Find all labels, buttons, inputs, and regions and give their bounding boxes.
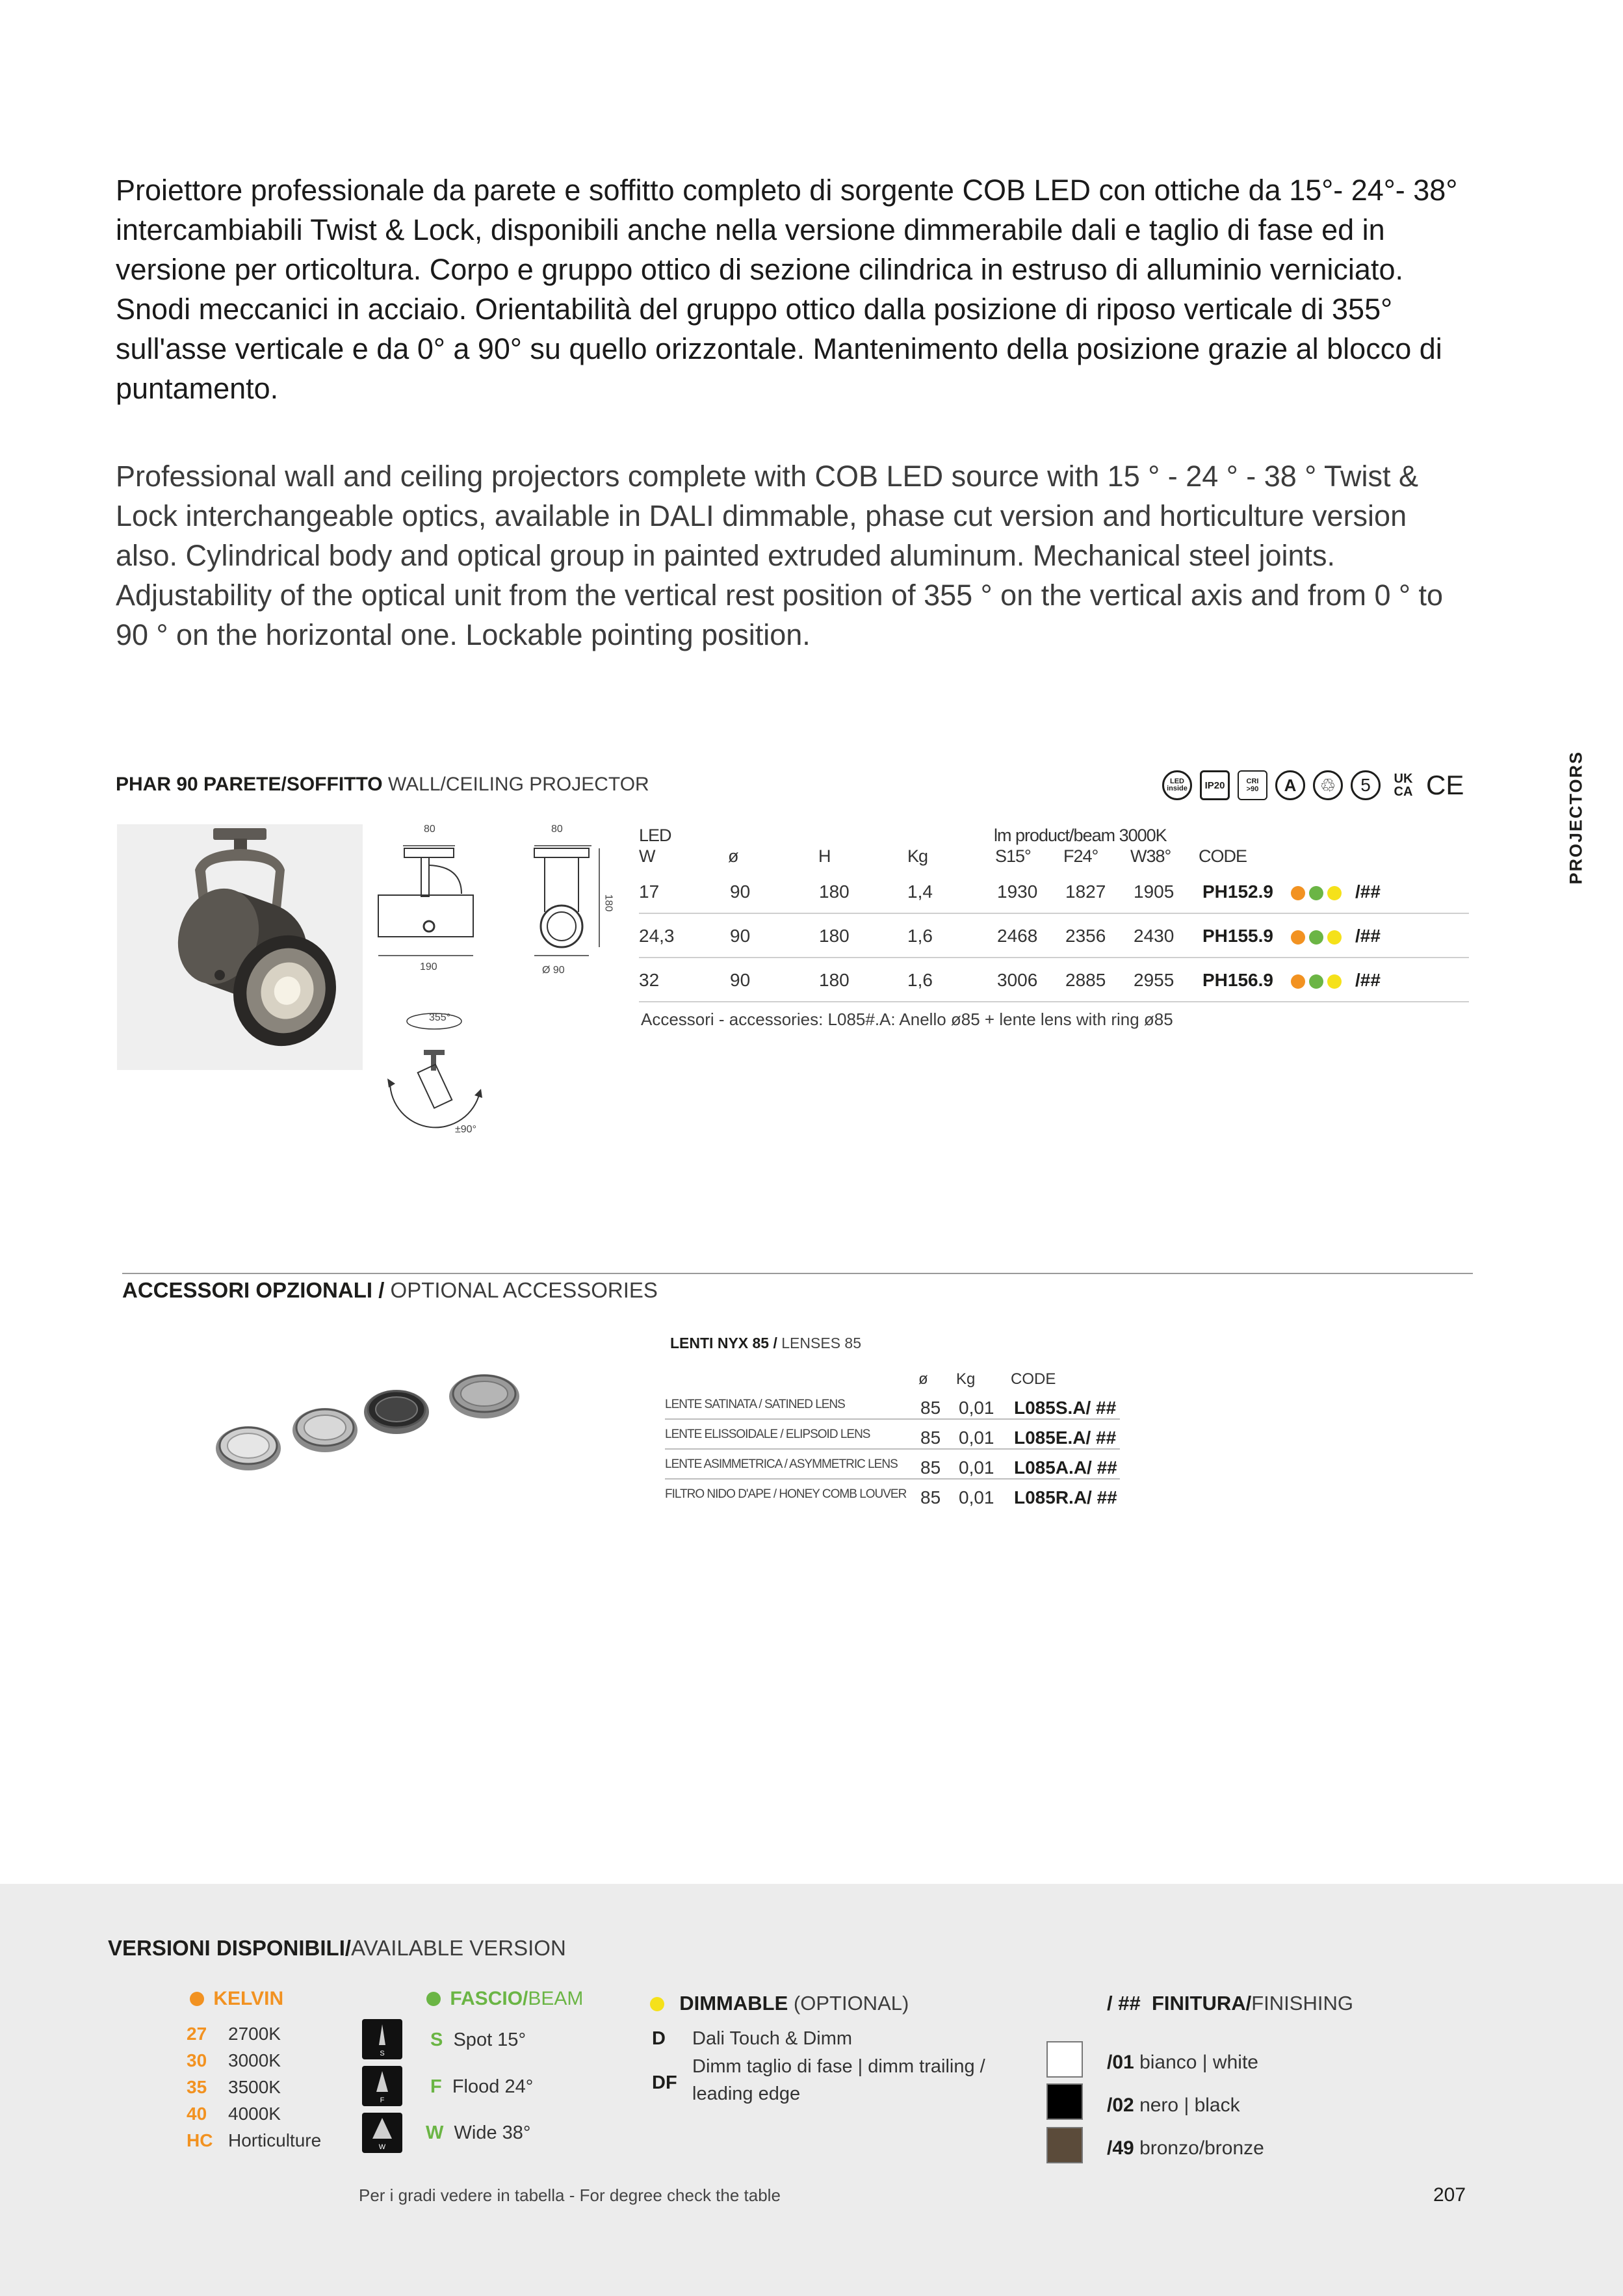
finishing-heading: / ## FINITURA/FINISHING	[1107, 1992, 1353, 2015]
page-number: 207	[1433, 2184, 1466, 2206]
accessories-title: ACCESSORI OPZIONALI / OPTIONAL ACCESSORIES	[122, 1278, 658, 1302]
svg-text:S: S	[380, 2050, 385, 2057]
dim-front-width: 80	[424, 824, 435, 835]
lenses-title: LENTI NYX 85 / LENSES 85	[670, 1335, 862, 1351]
kelvin-dot	[1291, 886, 1305, 900]
table-row: 24,3 90 180 1,6 2468 2356 2430 PH155.9 /##	[639, 914, 1469, 958]
accessory-note: Accessori - accessories: L085#.A: Anello ø85 + lente lens with ring ø85	[641, 1010, 1173, 1029]
ce-icon: CE	[1426, 770, 1464, 800]
ip20-icon: IP20	[1200, 770, 1230, 800]
warranty-5-icon: 5	[1351, 770, 1381, 800]
product-code: PH156.9	[1202, 970, 1273, 990]
beam-item-wide: W Wide 38°	[426, 2122, 531, 2143]
dimmable-heading: DIMMABLE (OPTIONAL)	[650, 1992, 909, 2015]
kelvin-dot	[1291, 930, 1305, 945]
product-code: PH155.9	[1202, 926, 1273, 946]
certification-icons	[1162, 767, 1464, 803]
svg-text:W: W	[378, 2143, 386, 2151]
versions-title: VERSIONI DISPONIBILI/AVAILABLE VERSION	[108, 1936, 566, 1960]
dim-rotation-vertical: 355°	[429, 1012, 451, 1023]
header-kg: Kg	[907, 846, 928, 866]
dimmable-dot	[1327, 930, 1342, 945]
dim-diameter: Ø 90	[542, 965, 565, 976]
lens-satined	[216, 1426, 281, 1470]
beam-item-flood: F Flood 24°	[430, 2076, 534, 2097]
dimmable-item-df-label-1: Dimm taglio di fase | dimm trailing /	[692, 2056, 985, 2077]
beam-dot	[1309, 886, 1323, 900]
dimmable-item-d: D	[652, 2028, 666, 2049]
lens-row: LENTE ASIMMETRICA / ASYMMETRIC LENS 85 0,01 L085A.A/ ##	[665, 1450, 1120, 1480]
lens-ellipsoid	[292, 1408, 357, 1452]
beam-heading: FASCIO/BEAM	[426, 1988, 583, 2010]
table-row: 32 90 180 1,6 3006 2885 2955 PH156.9 /##	[639, 958, 1469, 1002]
variant-dots	[1291, 883, 1345, 904]
lens-honeycomb	[449, 1374, 519, 1418]
lens-code: L085R.A/ ##	[1014, 1487, 1117, 1507]
list-item: HC Horticulture	[187, 2130, 322, 2150]
beam-dot	[1309, 974, 1323, 989]
header-height: H	[818, 846, 831, 866]
table-row: 17 90 180 1,4 1930 1827 1905 PH152.9 /##	[639, 870, 1469, 914]
list-item: 35 3500K	[187, 2077, 281, 2097]
lens-code: L085S.A/ ##	[1014, 1398, 1117, 1418]
dim-height: 180	[603, 894, 614, 912]
recycle-icon: ♲	[1313, 770, 1343, 800]
energy-class-a-icon: A	[1275, 770, 1305, 800]
kelvin-dot	[1291, 974, 1305, 989]
list-item: 30 3000K	[187, 2050, 281, 2070]
lens-table-header: ø Kg CODE	[918, 1370, 1056, 1388]
ukca-icon: UK CA	[1394, 772, 1413, 799]
wide-beam-icon	[362, 2113, 402, 2153]
swatch-black	[1046, 2083, 1083, 2120]
header-s15: S15°	[995, 846, 1031, 866]
led-inside-icon: LED inside	[1162, 770, 1192, 800]
header-w38: W38°	[1130, 846, 1171, 866]
variant-dots	[1291, 971, 1345, 992]
product-photo	[117, 824, 363, 1070]
product-title: PHAR 90 PARETE/SOFFITTO WALL/CEILING PROJECTOR	[116, 774, 649, 795]
beam-item-spot: S Spot 15°	[430, 2029, 526, 2050]
dim-rotation-horizontal: ±90°	[455, 1124, 476, 1135]
section-divider	[122, 1273, 1473, 1274]
footer-note: Per i gradi vedere in tabella - For degree check the table	[359, 2185, 781, 2205]
lens-code: L085A.A/ ##	[1014, 1457, 1117, 1478]
kelvin-heading: KELVIN	[190, 1988, 283, 2010]
swatch-white	[1046, 2041, 1083, 2078]
variant-dots	[1291, 927, 1345, 948]
finishing-item-bronze: /49 bronzo/bronze	[1107, 2137, 1264, 2159]
header-diameter: ø	[728, 846, 738, 866]
header-lm: lm product/beam 3000K	[994, 826, 1167, 845]
kelvin-list	[187, 2020, 321, 2154]
finishing-item-black: /02 nero | black	[1107, 2094, 1240, 2116]
dimmable-item-df: DF	[652, 2072, 677, 2093]
flood-beam-icon	[362, 2066, 402, 2106]
header-f24: F24°	[1063, 846, 1098, 866]
beam-dot	[426, 1992, 441, 2006]
lens-row: LENTE SATINATA / SATINED LENS 85 0,01 L085S.A/ ##	[665, 1390, 1120, 1420]
header-code: CODE	[1199, 846, 1247, 866]
list-item: 27 2700K	[187, 2024, 281, 2044]
kelvin-dot	[190, 1992, 204, 2006]
header-led: LED	[639, 826, 671, 845]
dim-side-width: 80	[551, 824, 563, 835]
svg-text:F: F	[380, 2096, 385, 2104]
description-english: Professional wall and ceiling projectors complete with COB LED source with 15 ° - 24 ° - 38 ° Twist & Lock interchangeable optics, available in DALI dimmable, phase cut version and horticulture version also. Cylindrical body and optical group in painted extruded aluminum. Mechanical steel joints. Adjustability of the optical unit from the vertical rest position of 355 ° on the vertical axis and from 0 ° to 90 ° on the horizontal one. Lockable pointing position.	[116, 460, 1444, 651]
swatch-bronze	[1046, 2127, 1083, 2163]
dim-length: 190	[420, 961, 437, 972]
lens-row: FILTRO NIDO D'APE / HONEY COMB LOUVER 85 0,01 L085R.A/ ##	[665, 1487, 1117, 1507]
dimmable-item-df-label-2: leading edge	[692, 2083, 801, 2104]
lens-code: L085E.A/ ##	[1014, 1428, 1117, 1448]
technical-drawings	[364, 816, 637, 1154]
dimmable-dot	[1327, 886, 1342, 900]
lens-accessories-image	[208, 1372, 546, 1482]
description-italian: Proiettore professionale da parete e soffitto completo di sorgente COB LED con ottiche da 15°- 24°- 38° intercambiabili Twist & Lock, disponibili anche nella versione dimmerabile dali e taglio di fase ed in versione per orticoltura. Corpo e gruppo ottico di sezione cilindrica in estruso di alluminio verniciato. Snodi meccanici in acciaio. Orientabilità del gruppo ottico dalla posizione di riposo verticale di 355° sull'asse verticale e da 0° a 90° su quello orizzontale. Mantenimento della posizione grazie al blocco di puntamento.	[116, 174, 1458, 405]
lens-asymmetric	[364, 1390, 429, 1434]
list-item: 40 4000K	[187, 2104, 281, 2124]
spot-beam-icon	[362, 2019, 402, 2059]
side-section-label: PROJECTORS	[1566, 750, 1586, 885]
header-w: W	[639, 846, 655, 866]
finishing-item-white: /01 bianco | white	[1107, 2052, 1258, 2073]
lens-table	[665, 1370, 1120, 1508]
table-header	[639, 824, 1469, 870]
dimmable-item-d-label: Dali Touch & Dimm	[692, 2028, 853, 2049]
product-table	[639, 824, 1469, 1002]
dimmable-dot	[650, 1997, 664, 2011]
projector-illustration	[117, 824, 363, 1070]
product-code: PH152.9	[1202, 881, 1273, 902]
cri-icon: CRI >90	[1238, 770, 1267, 800]
dimmable-dot	[1327, 974, 1342, 989]
beam-dot	[1309, 930, 1323, 945]
lens-row: LENTE ELISSOIDALE / ELIPSOID LENS 85 0,01 L085E.A/ ##	[665, 1420, 1120, 1450]
